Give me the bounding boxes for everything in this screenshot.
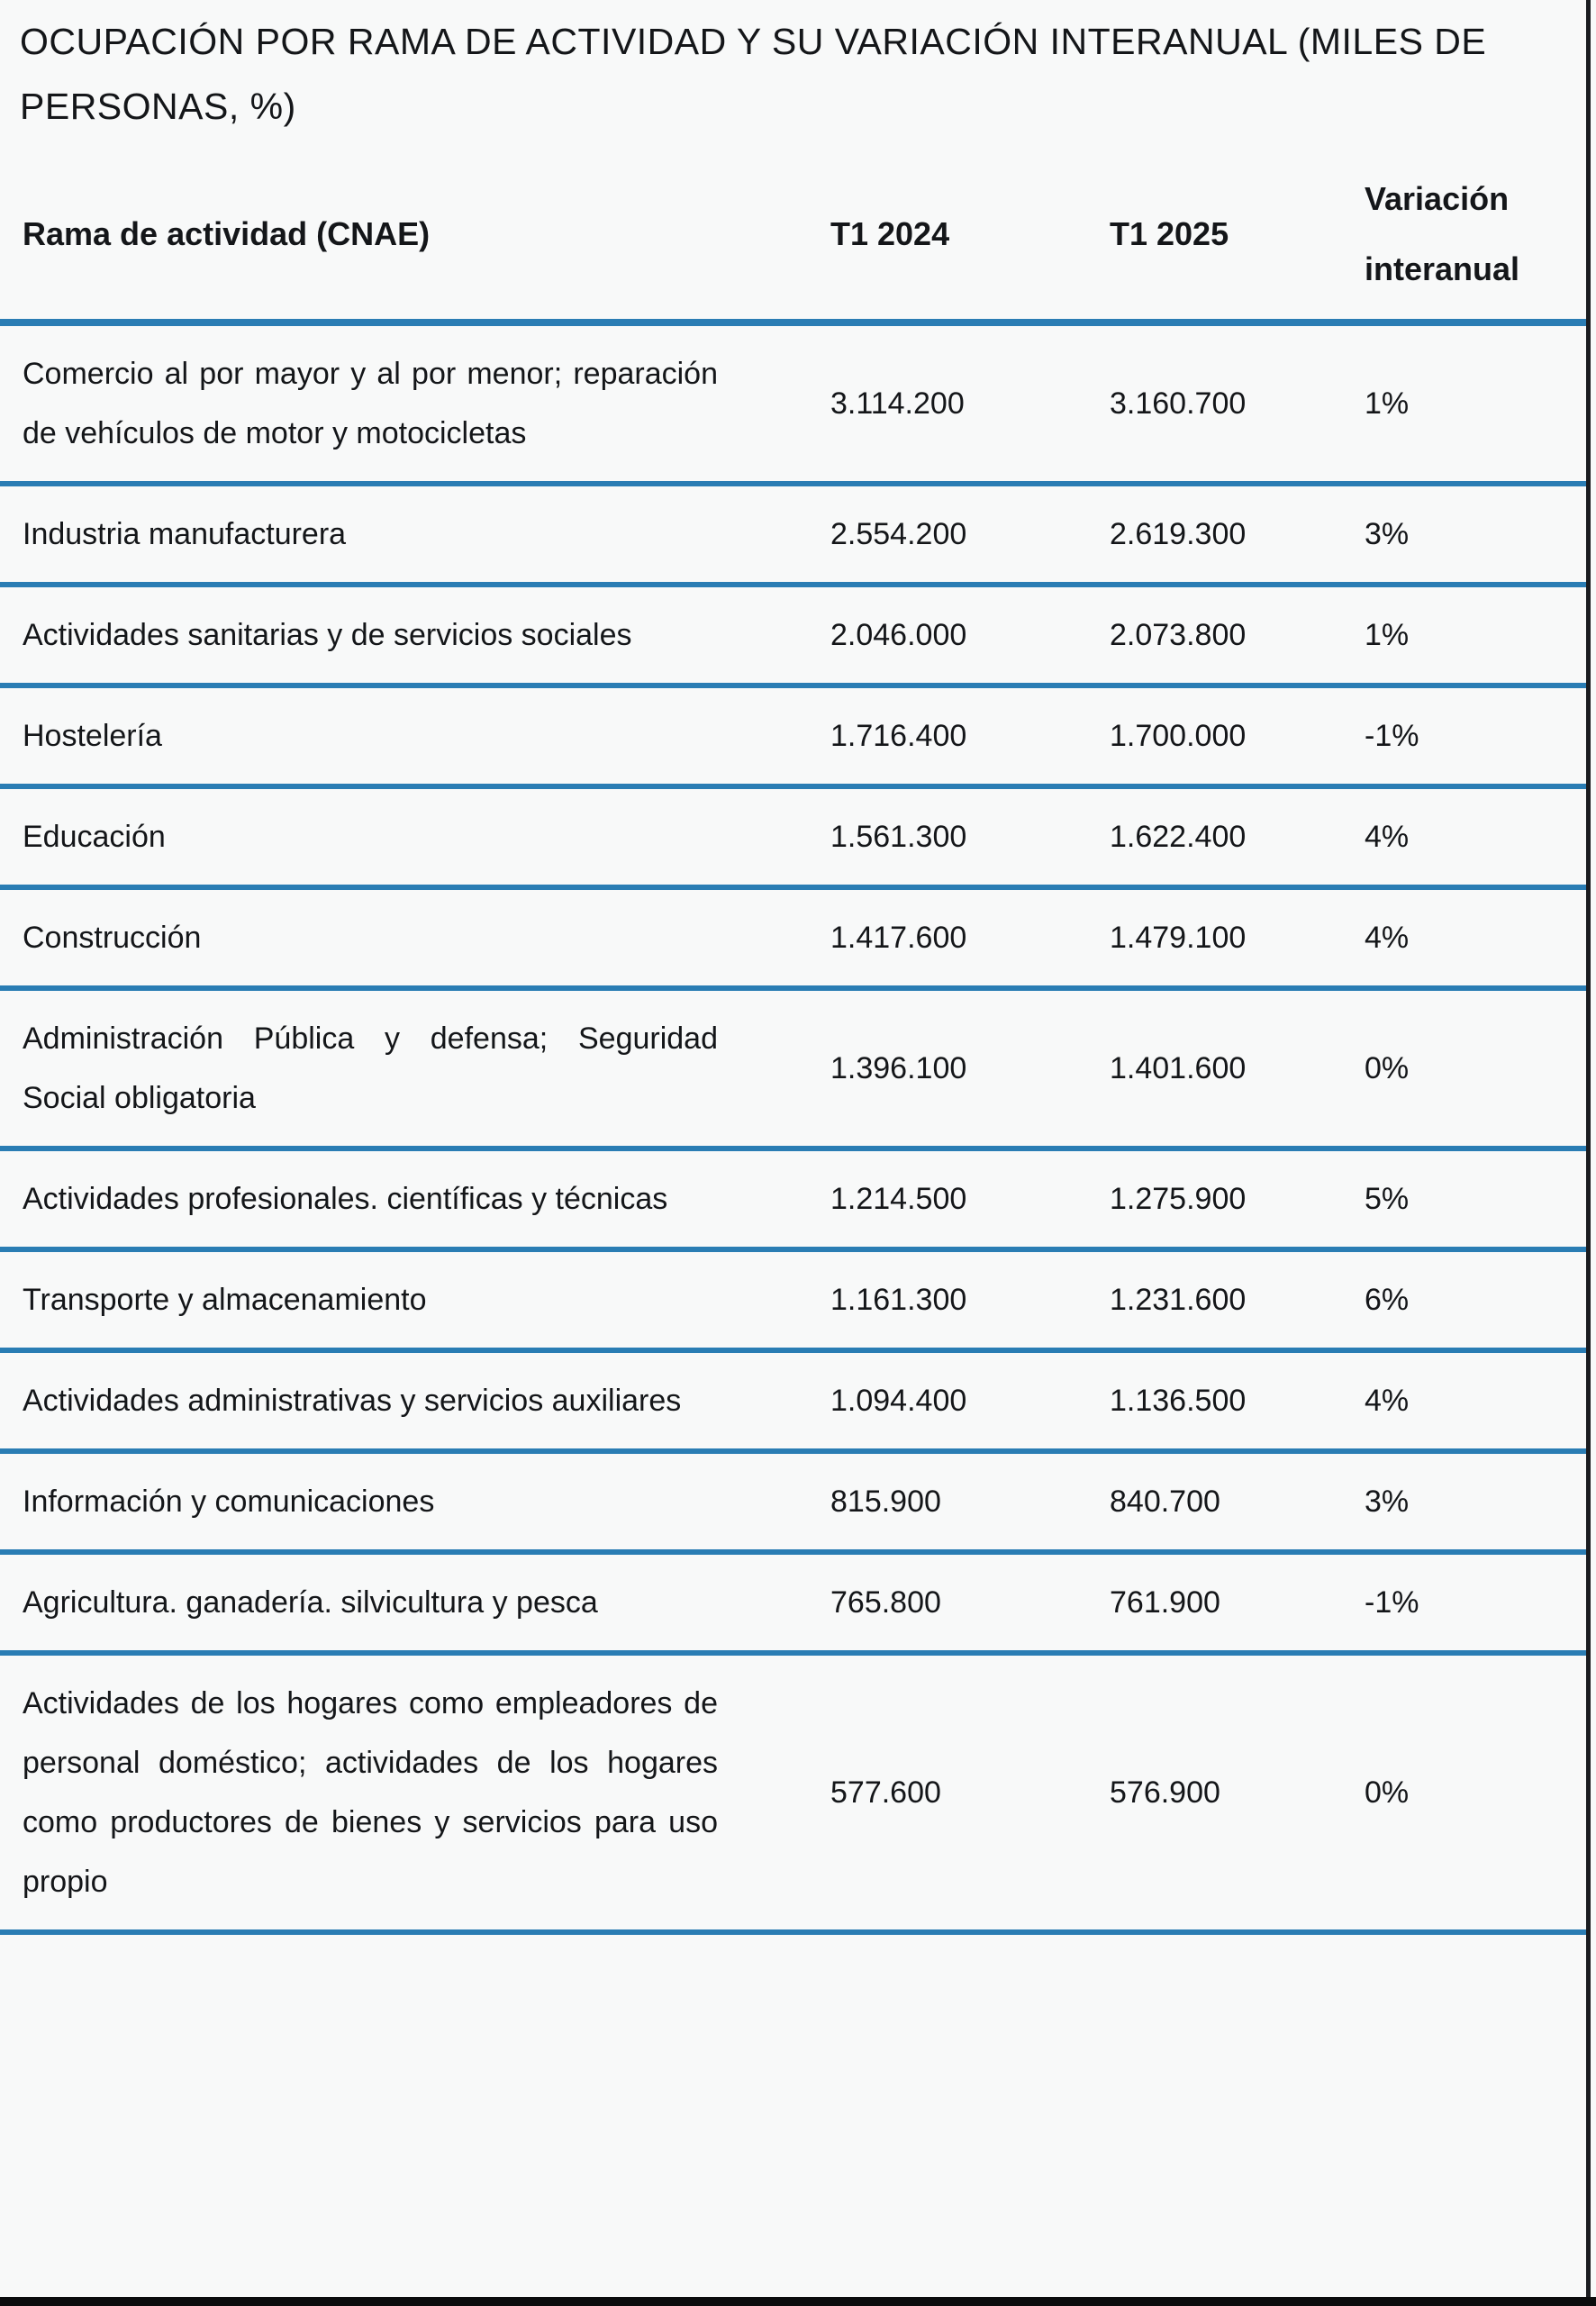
variation-value: 4% [1342,786,1586,887]
table-row [0,988,1586,1148]
variation-value: 3% [1342,1451,1586,1552]
table-row [0,1552,1586,1653]
table-header-row [0,150,1586,322]
t1-2024-value: 1.396.100 [808,988,1087,1148]
activity-name: Hostelería [0,685,808,786]
t1-2024-value: 1.214.500 [808,1148,1087,1249]
variation-value: 3% [1342,484,1586,585]
table-row [0,1350,1586,1451]
t1-2025-value: 840.700 [1087,1451,1342,1552]
t1-2025-value: 2.619.300 [1087,484,1342,585]
table-row [0,585,1586,685]
t1-2024-value: 815.900 [808,1451,1087,1552]
t1-2025-value: 1.700.000 [1087,685,1342,786]
column-header-t1-2025: T1 2025 [1087,150,1342,322]
t1-2025-value: 576.900 [1087,1653,1342,1932]
table-row [0,786,1586,887]
activity-name: Información y comunicaciones [0,1451,808,1552]
right-edge-line [1586,0,1591,2297]
t1-2025-value: 1.622.400 [1087,786,1342,887]
t1-2024-value: 1.161.300 [808,1249,1087,1350]
page-title: OCUPACIÓN POR RAMA DE ACTIVIDAD Y SU VARIACIÓN INTERANUAL (MILES DE PERSONAS, %) [20,21,1487,127]
activity-name: Actividades profesionales. científicas y técnicas [0,1148,808,1249]
activity-name: Agricultura. ganadería. silvicultura y pesca [0,1552,808,1653]
table-row [0,1451,1586,1552]
activity-name: Actividades administrativas y servicios auxiliares [0,1350,808,1451]
variation-value: 6% [1342,1249,1586,1350]
t1-2024-value: 2.046.000 [808,585,1087,685]
variation-value: 1% [1342,322,1586,484]
t1-2025-value: 1.479.100 [1087,887,1342,988]
activity-name: Actividades sanitarias y de servicios sociales [0,585,808,685]
variation-value: 4% [1342,887,1586,988]
column-header-variation: Variación interanual [1342,150,1586,322]
t1-2024-value: 577.600 [808,1653,1087,1932]
variation-value: 1% [1342,585,1586,685]
t1-2025-value: 3.160.700 [1087,322,1342,484]
column-header-activity: Rama de actividad (CNAE) [0,150,808,322]
activity-name: Comercio al por mayor y al por menor; reparación de vehículos de motor y motocicletas [0,322,808,484]
t1-2025-value: 2.073.800 [1087,585,1342,685]
t1-2024-value: 1.561.300 [808,786,1087,887]
bottom-edge-bar [0,2297,1596,2306]
activity-name: Industria manufacturera [0,484,808,585]
activity-name: Transporte y almacenamiento [0,1249,808,1350]
t1-2024-value: 2.554.200 [808,484,1087,585]
table-row [0,1249,1586,1350]
variation-value: 0% [1342,988,1586,1148]
t1-2024-value: 765.800 [808,1552,1087,1653]
table-row [0,1653,1586,1932]
t1-2025-value: 761.900 [1087,1552,1342,1653]
activity-name: Actividades de los hogares como empleadores de personal doméstico; actividades de los hogares como productores de bienes y servicios para uso propio [0,1653,808,1932]
table-row [0,484,1586,585]
variation-value: -1% [1342,1552,1586,1653]
variation-value: 4% [1342,1350,1586,1451]
t1-2024-value: 1.417.600 [808,887,1087,988]
variation-value: -1% [1342,685,1586,786]
t1-2025-value: 1.401.600 [1087,988,1342,1148]
activity-name: Educación [0,786,808,887]
activity-table [0,150,1586,1935]
activity-name: Construcción [0,887,808,988]
column-header-t1-2024: T1 2024 [808,150,1087,322]
t1-2025-value: 1.275.900 [1087,1148,1342,1249]
t1-2025-value: 1.231.600 [1087,1249,1342,1350]
activity-name: Administración Pública y defensa; Seguridad Social obligatoria [0,988,808,1148]
table-row [0,1148,1586,1249]
t1-2025-value: 1.136.500 [1087,1350,1342,1451]
table-row [0,887,1586,988]
table-row [0,685,1586,786]
t1-2024-value: 3.114.200 [808,322,1087,484]
variation-value: 0% [1342,1653,1586,1932]
variation-value: 5% [1342,1148,1586,1249]
t1-2024-value: 1.716.400 [808,685,1087,786]
table-row [0,322,1586,484]
t1-2024-value: 1.094.400 [808,1350,1087,1451]
